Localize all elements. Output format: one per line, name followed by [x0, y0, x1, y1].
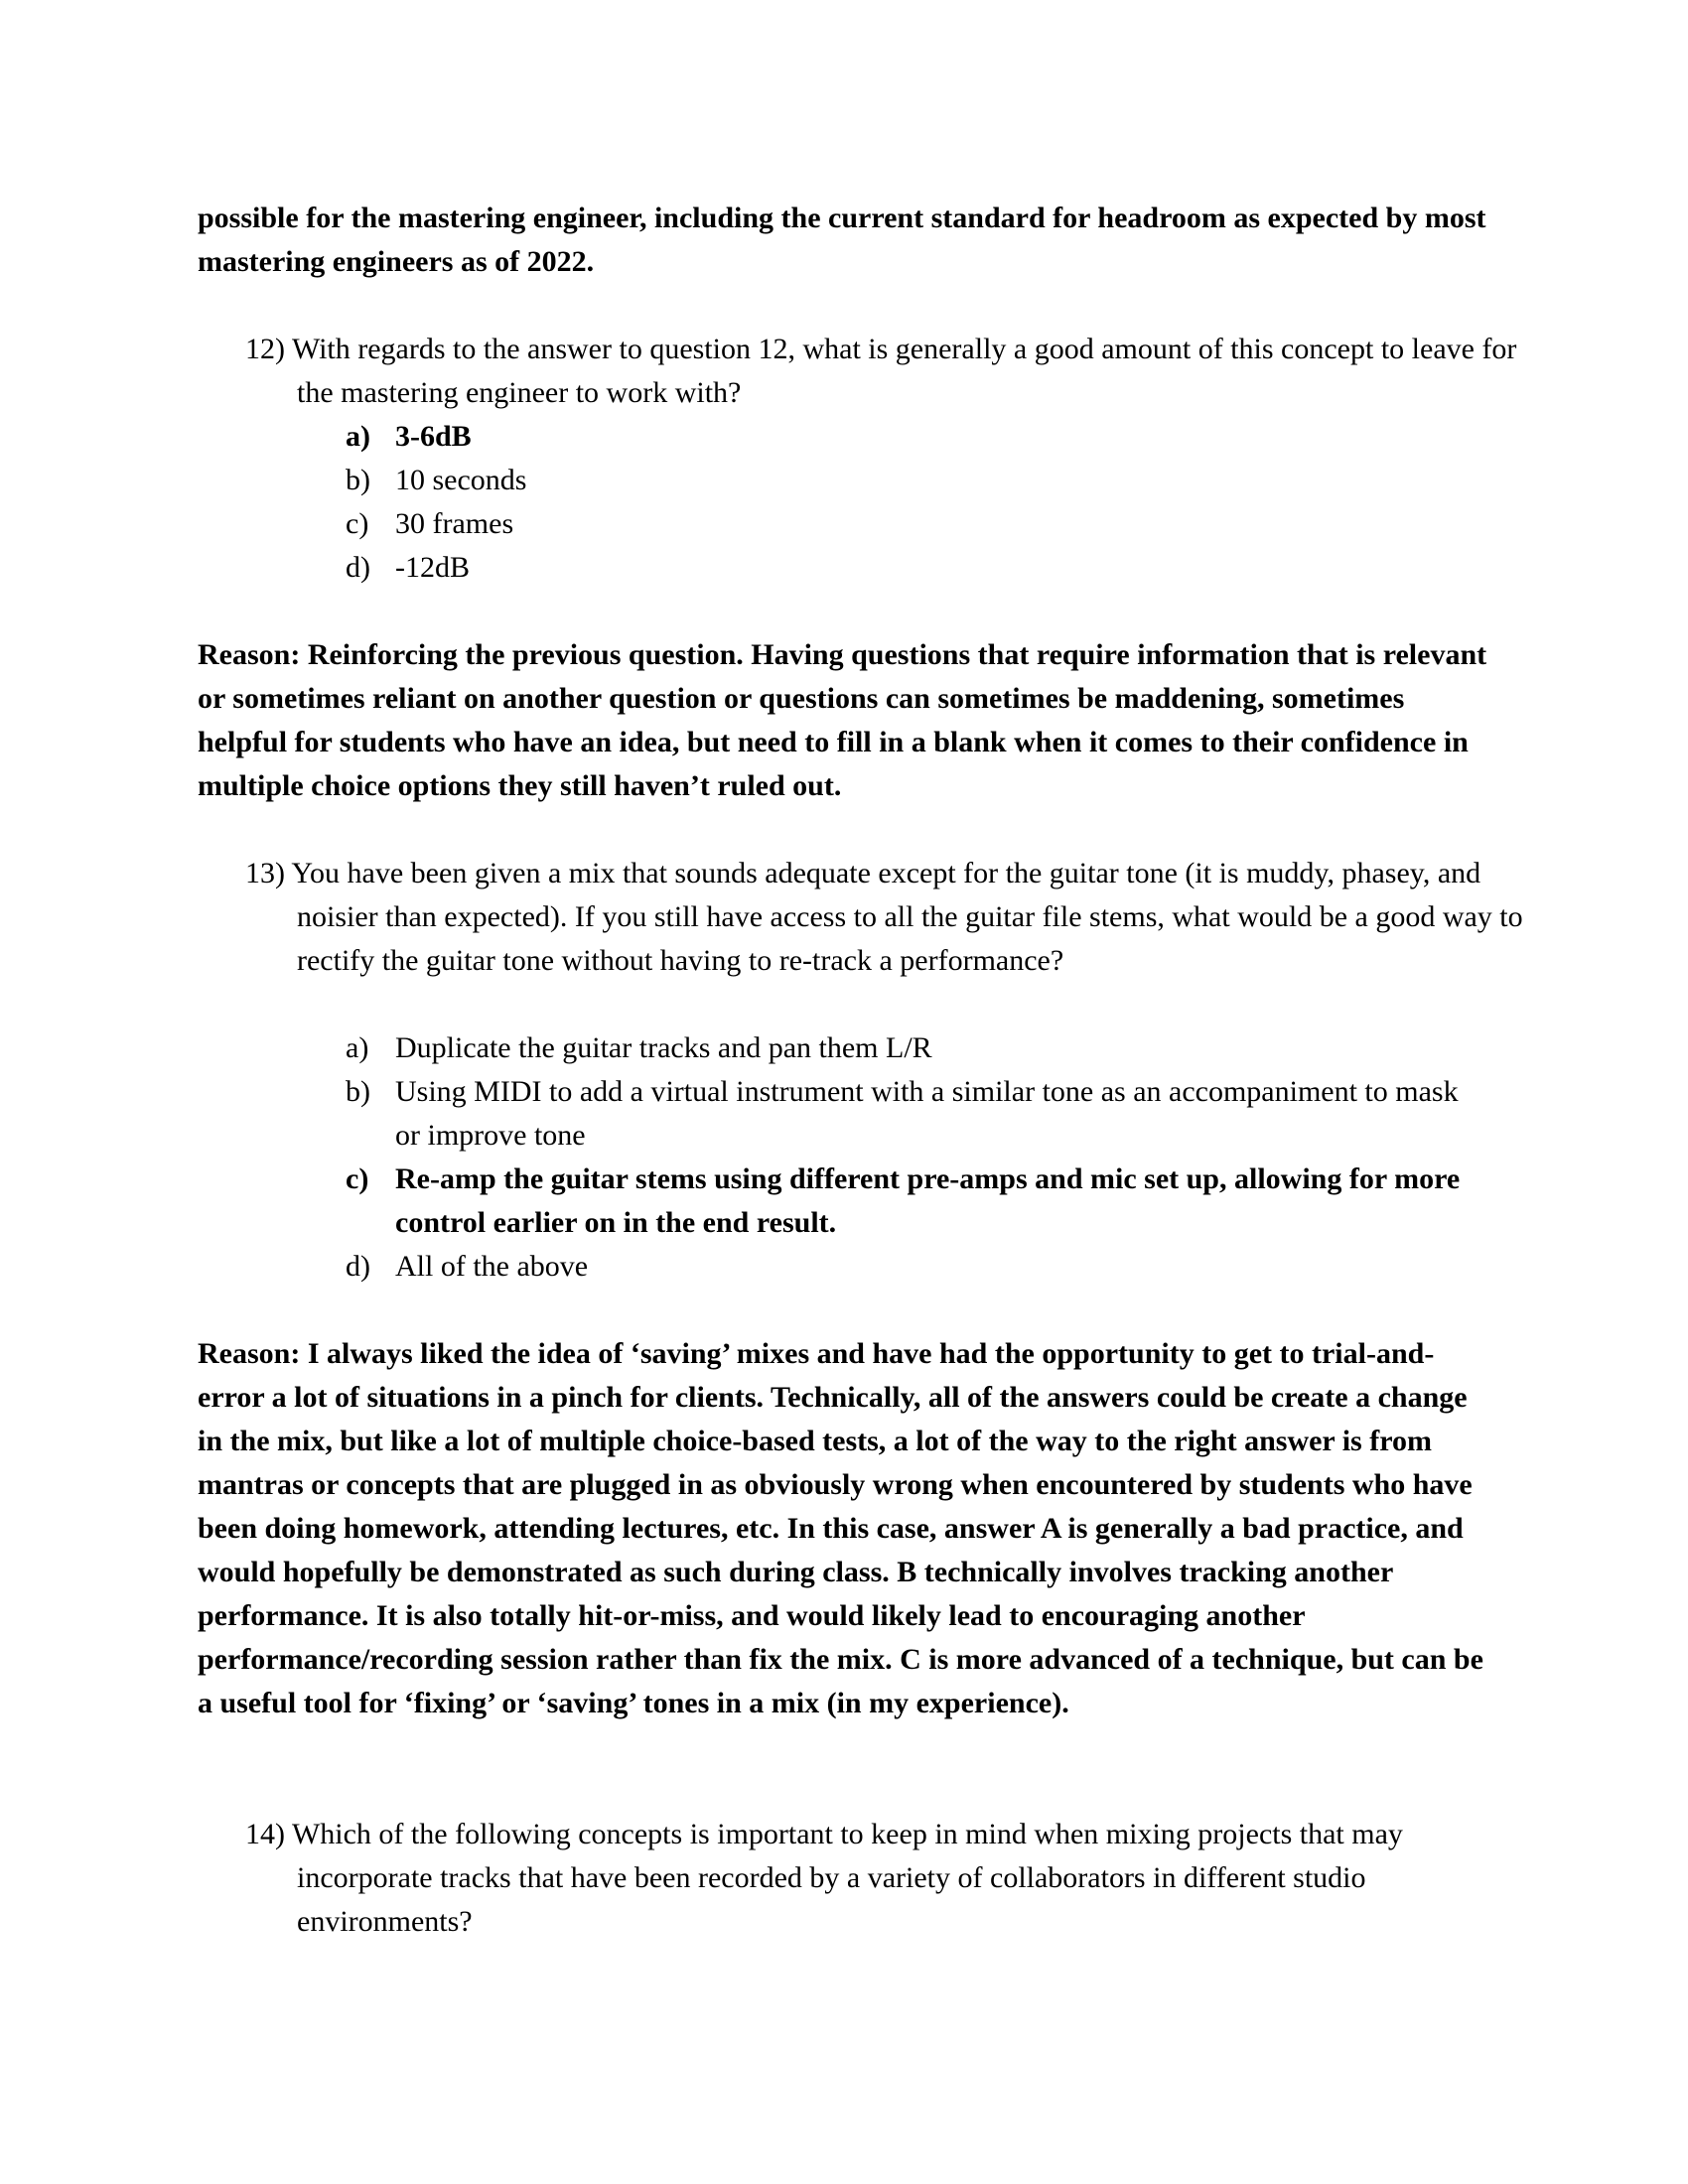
question-13-text: You have been given a mix that sounds adequate except for the guitar tone (it is muddy, phasey, and noisier than expected). If you still have access to all the guitar file stems, what would be a good way to rectify the guitar tone without having to re-track a performance?: [291, 857, 1523, 977]
option-letter: b): [346, 1075, 370, 1108]
question-12: [245, 328, 1538, 415]
intro-paragraph: possible for the mastering engineer, including the current standard for headroom as expected by most mastering engineers as of 2022.: [198, 202, 1486, 278]
q12-option-d: [346, 546, 1487, 590]
option-text: All of the above: [395, 1250, 589, 1283]
q12-option-b: [346, 459, 1487, 502]
question-14-number: 14): [245, 1818, 285, 1850]
q13-option-d: [346, 1245, 1487, 1289]
option-text: Duplicate the guitar tracks and pan them L/R: [395, 1031, 932, 1064]
question-12-text: With regards to the answer to question 12, what is generally a good amount of this concept to leave for the mastering engineer to work with?: [291, 333, 1517, 409]
option-letter: a): [346, 420, 370, 453]
option-text: Using MIDI to add a virtual instrument with a similar tone as an accompaniment to mask or improve tone: [395, 1075, 1459, 1152]
question-12-options: [346, 415, 1487, 590]
option-text: 30 frames: [395, 507, 514, 540]
q13-option-c: [346, 1158, 1487, 1245]
option-letter: c): [346, 1162, 369, 1195]
option-text: 10 seconds: [395, 464, 527, 496]
question-13-reason: Reason: I always liked the idea of ‘saving’ mixes and have had the opportunity to get to trial-and-error a lot of situations in a pinch for clients. Technically, all of the answers could be create a change in the mix, but like a lot of multiple choice-based tests, a lot of the way to the right answer is from mantras or concepts that are plugged in as obviously wrong when encountered by students who have been doing homework, attending lectures, etc. In this case, answer A is generally a bad practice, and would hopefully be demonstrated as such during class. B technically involves tracking another performance. It is also totally hit-or-miss, and would likely lead to encouraging another performance/recording session rather than fix the mix. C is more advanced of a technique, but can be a useful tool for ‘fixing’ or ‘saving’ tones in a mix (in my experience).: [198, 1337, 1483, 1719]
option-letter: c): [346, 507, 369, 540]
option-letter: d): [346, 1250, 370, 1283]
q13-option-a: [346, 1026, 1487, 1070]
question-13: [245, 852, 1538, 983]
question-12-reason: Reason: Reinforcing the previous question. Having questions that require information that is relevant or sometimes reliant on another question or questions can sometimes be maddening, sometimes helpful for students who have an idea, but need to fill in a blank when it comes to their confidence in multiple choice options they still haven’t ruled out.: [198, 638, 1487, 802]
q13-option-b: [346, 1070, 1487, 1158]
question-13-number: 13): [245, 857, 285, 889]
q12-option-a: [346, 415, 1487, 459]
option-text: Re-amp the guitar stems using different pre-amps and mic set up, allowing for more control earlier on in the end result.: [395, 1162, 1461, 1239]
option-text: 3-6dB: [395, 420, 472, 453]
option-letter: d): [346, 551, 370, 584]
question-12-number: 12): [245, 333, 285, 365]
option-letter: b): [346, 464, 370, 496]
question-14: [245, 1813, 1538, 1944]
question-14-text: Which of the following concepts is important to keep in mind when mixing projects that may incorporate tracks that have been recorded by a variety of collaborators in different studio environments?: [291, 1818, 1403, 1938]
question-13-options: [346, 1026, 1487, 1289]
q12-option-c: [346, 502, 1487, 546]
option-letter: a): [346, 1031, 369, 1064]
option-text: -12dB: [395, 551, 470, 584]
